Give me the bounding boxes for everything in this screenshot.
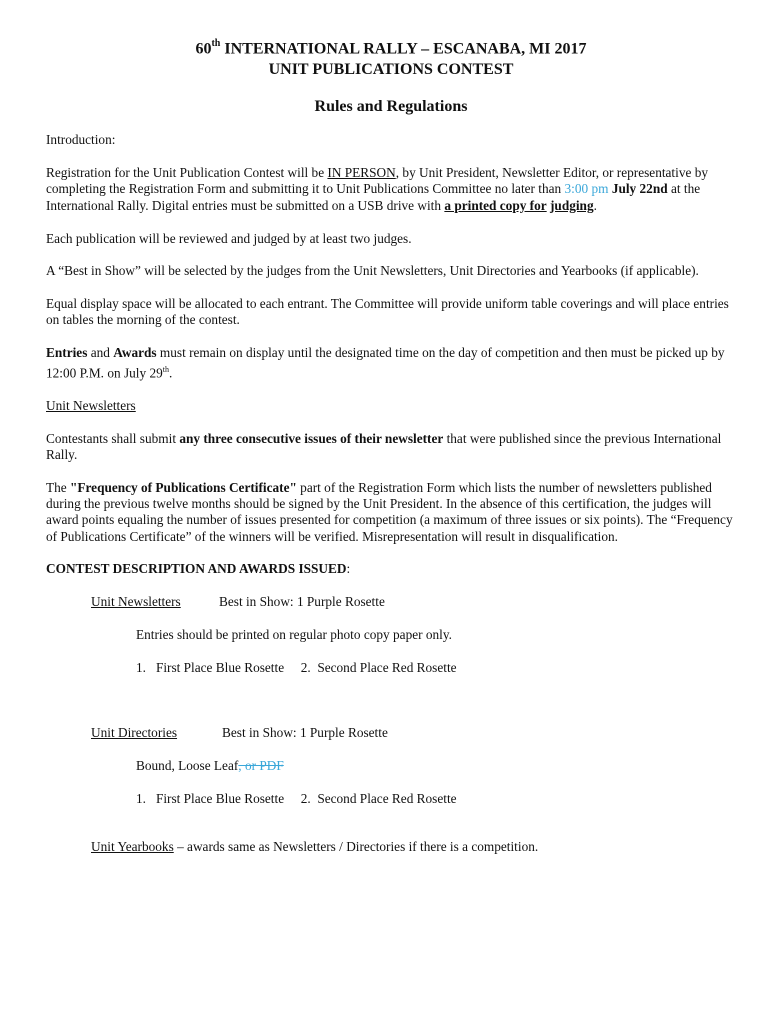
and-word: and xyxy=(87,345,114,361)
title-line2: UNIT PUBLICATIONS CONTEST xyxy=(268,61,514,79)
remain-end: . xyxy=(168,364,173,380)
frequency-paragraph xyxy=(46,480,736,545)
submit-bold: any three consecutive issues of their newsletter xyxy=(179,430,444,446)
submit-paragraph xyxy=(46,431,736,464)
newsletters-places: 1. First Place Blue Rosette 2. Second Place Red Rosette xyxy=(136,659,457,675)
remain-text: must remain on display until the designated time on the day of competition and then must be picked up by 12:00 P.M. on July 29 xyxy=(46,345,725,380)
freq-bold: "Frequency of Publications Certificate" xyxy=(70,479,297,495)
page-title xyxy=(46,34,736,80)
directories-best-in-show: Best in Show: 1 Purple Rosette xyxy=(222,724,388,740)
reg-text-1: Registration for the Unit Publication Contest will be xyxy=(46,165,328,181)
reg-time: 3:00 pm xyxy=(564,181,609,197)
submit-text-2: that were published since the previous International Rally. xyxy=(46,430,722,462)
yearbooks-label: Unit Yearbooks xyxy=(91,838,174,854)
directories-award-label: Unit Directories xyxy=(91,724,178,740)
registration-paragraph xyxy=(46,165,736,214)
entries-word: Entries xyxy=(46,345,88,361)
reg-date: July 22nd xyxy=(608,181,668,197)
directories-award-row xyxy=(91,725,736,741)
judged-paragraph: Each publication will be reviewed and judged by at least two judges. xyxy=(46,230,412,246)
newsletters-best-in-show: Best in Show: 1 Purple Rosette xyxy=(219,594,385,610)
contest-heading-colon: : xyxy=(346,561,351,577)
title-prefix: 60 xyxy=(195,40,212,58)
directories-note xyxy=(136,758,736,774)
directories-struck-text: , or PDF xyxy=(238,757,284,773)
best-in-show-paragraph: A “Best in Show” will be selected by the judges from the Unit Newsletters, Unit Directories and Yearbooks (if applicable). xyxy=(46,263,699,279)
reg-end: . xyxy=(593,197,597,213)
reg-judging: judging xyxy=(550,197,594,213)
freq-text-2: part of the Registration Form which lists the number of newsletters published during the previous twelve months should be signed by the Unit President. In the absence of this certification, the judges will award points equaling the number of issues presented for competition (a maximum of three issues or six points). The “Frequency of Publications Certificate” of the winners will be verified. Misrepresentation will result in disqualification. xyxy=(46,479,733,544)
contest-heading xyxy=(46,561,736,577)
contest-heading-text: CONTEST DESCRIPTION AND AWARDS ISSUED xyxy=(46,561,347,577)
newsletters-note: Entries should be printed on regular photo copy paper only. xyxy=(136,626,452,642)
directories-note-text: Bound, Loose Leaf xyxy=(136,757,239,773)
reg-printed-copy: a printed copy for xyxy=(444,197,547,213)
display-space-paragraph: Equal display space will be allocated to each entrant. The Committee will provide uniform table coverings and will place entries on tables the morning of the contest. xyxy=(46,296,729,328)
directories-places: 1. First Place Blue Rosette 2. Second Place Red Rosette xyxy=(136,790,457,806)
yearbooks-text: – awards same as Newsletters / Directories if there is a competition. xyxy=(173,838,539,854)
reg-text-3: at the International Rally. Digital entries must be submitted on a USB drive with xyxy=(46,181,701,213)
intro-heading: Introduction: xyxy=(46,132,116,148)
page-subtitle: Rules and Regulations xyxy=(314,98,468,116)
reg-in-person: IN PERSON xyxy=(327,165,396,181)
remain-sup: th xyxy=(162,364,169,374)
yearbooks-row xyxy=(91,839,736,855)
submit-text-1: Contestants shall submit xyxy=(46,430,180,446)
awards-word: Awards xyxy=(113,345,157,361)
title-rest: INTERNATIONAL RALLY – ESCANABA, MI 2017 xyxy=(220,40,587,58)
unit-newsletters-heading: Unit Newsletters xyxy=(46,397,136,413)
freq-text-1: The xyxy=(46,479,70,495)
reg-text-2: , by Unit President, Newsletter Editor, or representative by completing the Registration Form and submitting it to Unit Publications Committee no later than xyxy=(46,165,708,197)
newsletters-award-row xyxy=(91,594,736,610)
title-sup: th xyxy=(211,38,221,49)
document-page xyxy=(46,34,736,855)
newsletters-award-label: Unit Newsletters xyxy=(91,594,181,610)
entries-awards-paragraph xyxy=(46,345,736,381)
